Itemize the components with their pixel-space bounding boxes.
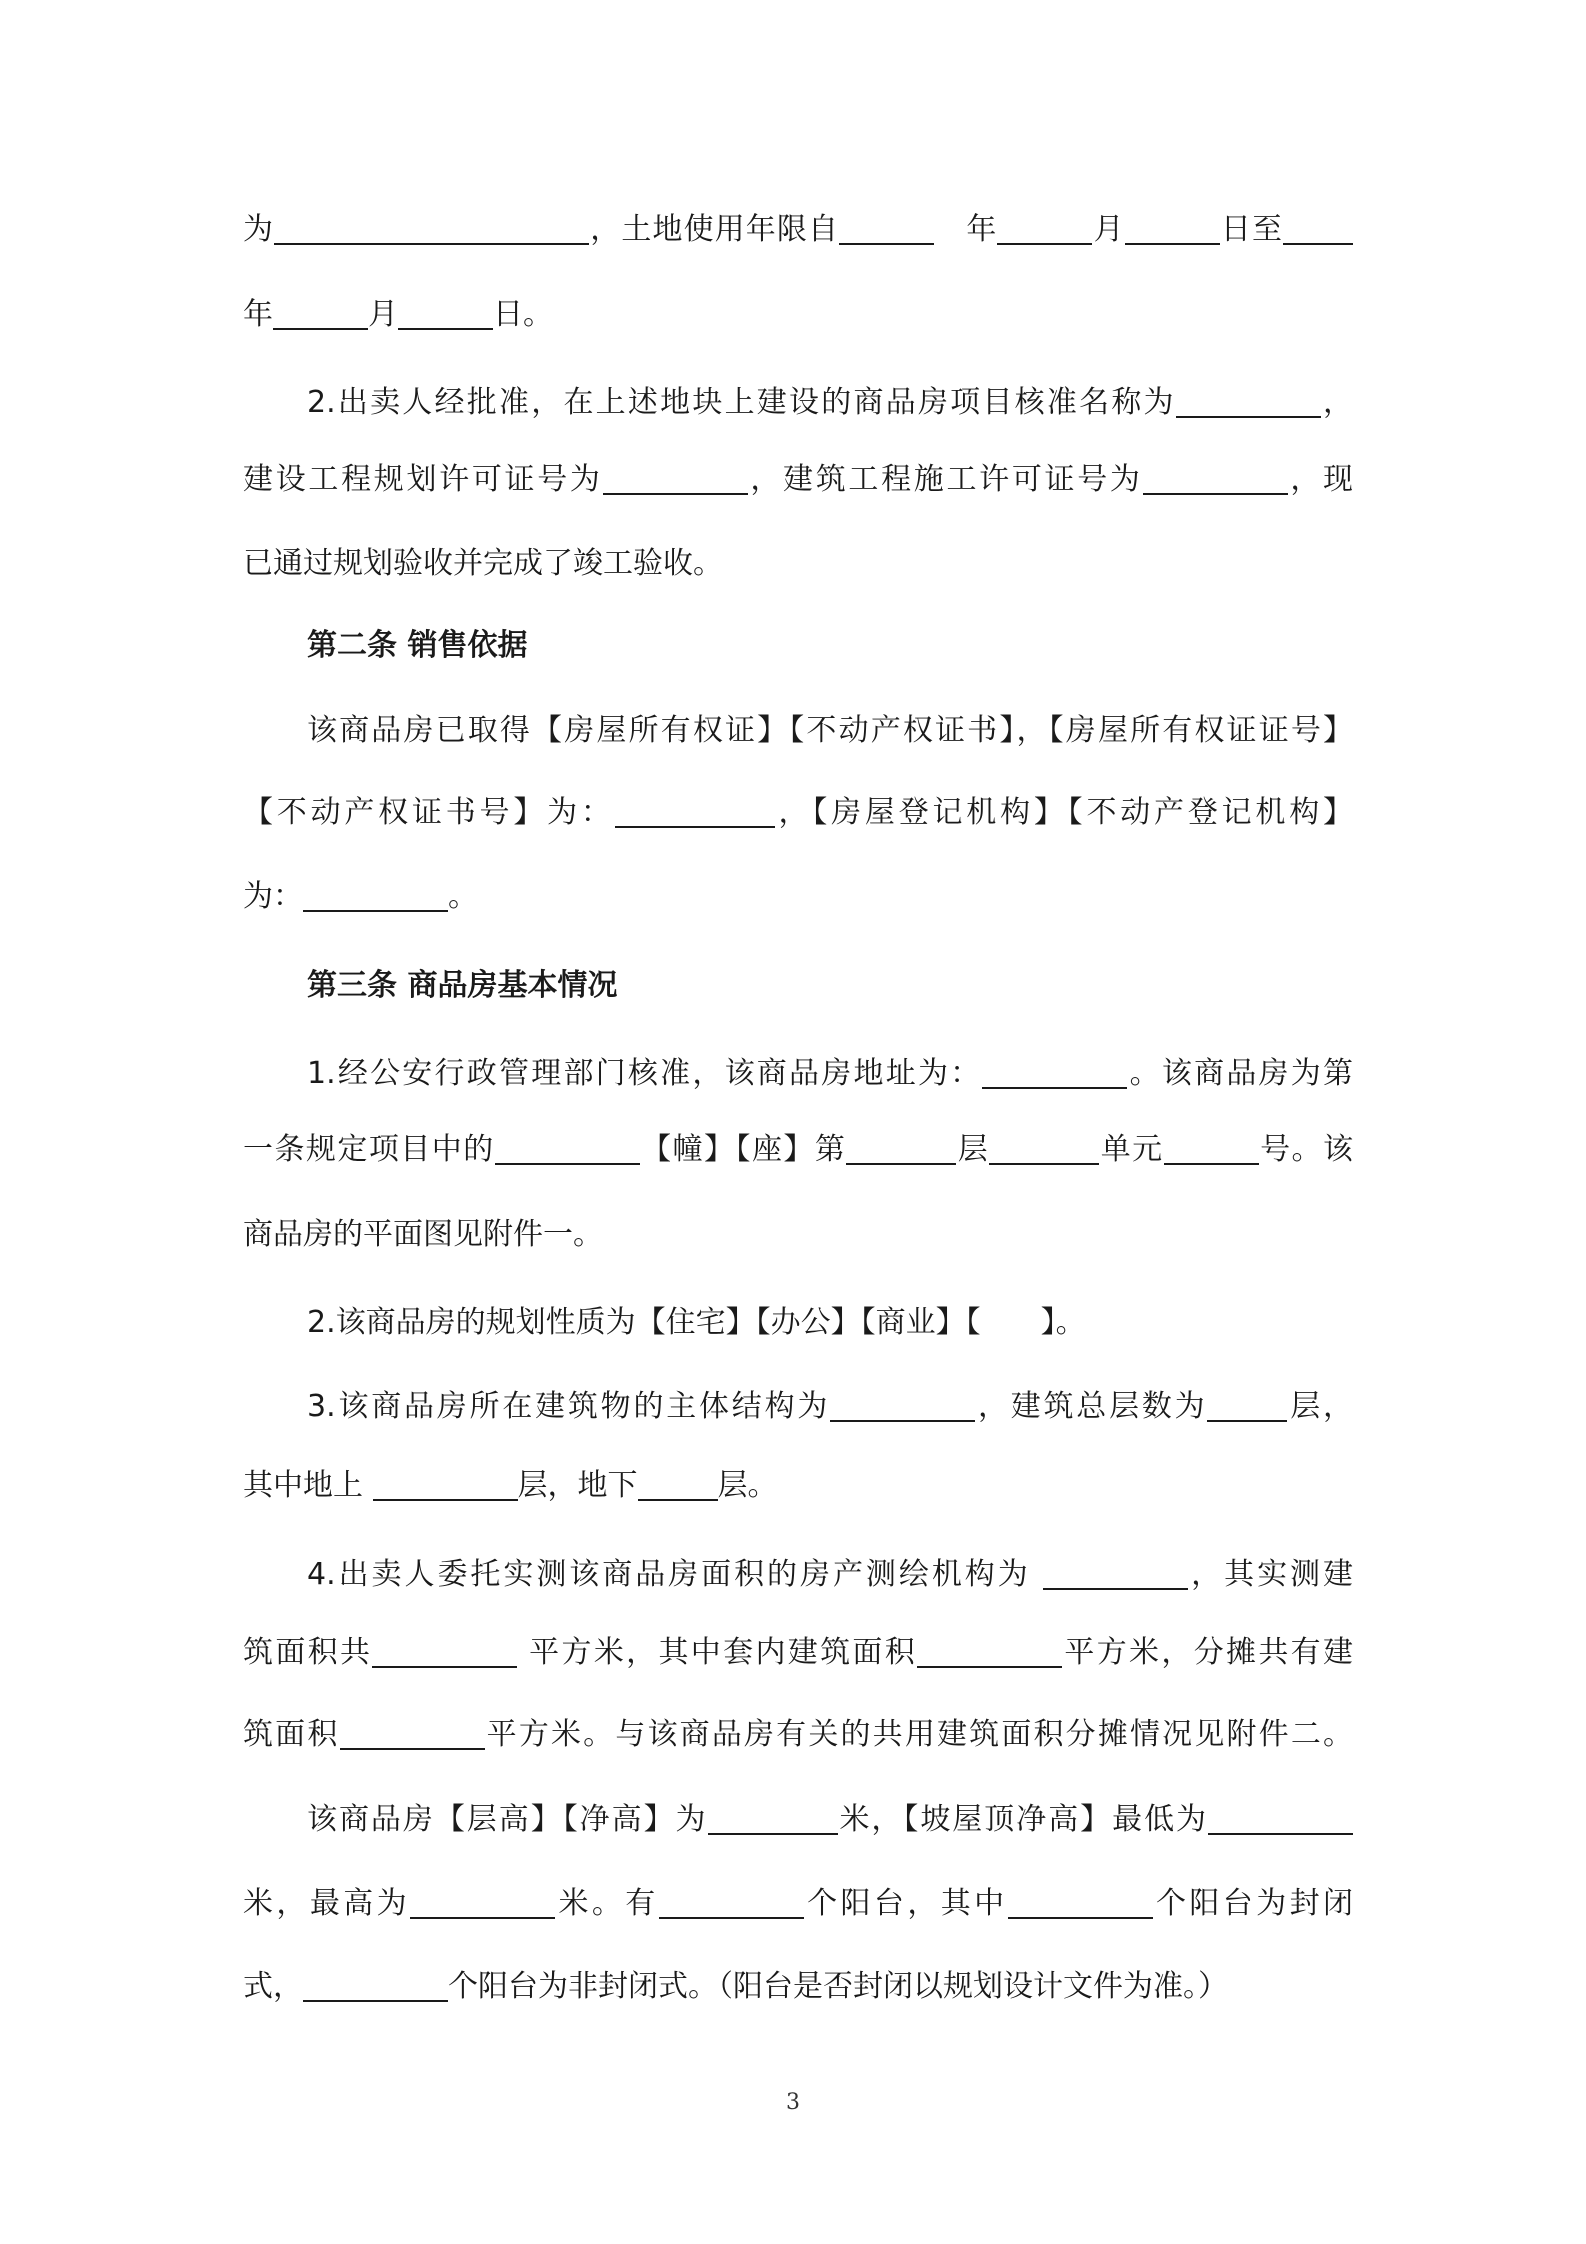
text-line-certificates: [307, 711, 1353, 751]
text-segment: ，: [1320, 385, 1354, 420]
fill-blank: [410, 1887, 555, 1919]
text-segment: 2.该商品房的规划性质为【住宅】【办公】【商业】【 】。: [307, 1305, 1086, 1340]
fill-blank: [340, 1718, 485, 1750]
fill-blank: [830, 1390, 975, 1422]
text-line-ceiling-height: [307, 1800, 1353, 1840]
text-segment: 1.经公安行政管理部门核准，该商品房地址为：: [307, 1056, 983, 1091]
fill-blank: [495, 1133, 640, 1165]
fill-blank: [846, 1133, 956, 1165]
fill-blank: [989, 1133, 1099, 1165]
text-segment: 日。: [493, 297, 553, 332]
text-segment: 筑面积共: [243, 1635, 373, 1670]
text-line-shared-area: [243, 1715, 1353, 1755]
text-segment: 2.出卖人经批准，在上述地块上建设的商品房项目核准名称为: [307, 385, 1176, 420]
fill-blank: [659, 1887, 804, 1919]
heading-text: 第三条 商品房基本情况: [307, 968, 618, 1003]
fill-blank: [1043, 1558, 1188, 1590]
text-segment: ，【房屋登记机构】【不动产登记机构】: [774, 795, 1354, 830]
heading-text: 第二条 销售依据: [307, 628, 528, 663]
fill-blank: [303, 1970, 448, 2002]
text-line-project-name: [307, 383, 1353, 423]
text-segment: 该商品房已取得【房屋所有权证】【不动产权证书】，【房屋所有权证证号】: [307, 713, 1353, 748]
text-segment: 该商品房【层高】【净高】为: [307, 1802, 708, 1837]
text-segment: 建设工程规划许可证号为: [243, 462, 603, 497]
text-segment: ，现: [1287, 462, 1354, 497]
text-segment: 平方米，其中套内建筑面积: [517, 1635, 918, 1670]
section-heading-basic-info: [307, 966, 1353, 1006]
text-segment: 其中地上: [243, 1468, 373, 1503]
section-heading-sales-basis: [307, 626, 1353, 666]
text-segment: ，建筑总层数为: [975, 1389, 1208, 1424]
fill-blank: [917, 1636, 1062, 1668]
fill-blank: [398, 298, 493, 330]
text-segment: 4.出卖人委托实测该商品房面积的房产测绘机构为: [307, 1557, 1044, 1592]
fill-blank: [708, 1803, 838, 1835]
text-segment: 平方米，分摊共有建: [1062, 1635, 1354, 1670]
text-segment: 层: [956, 1132, 990, 1167]
text-line-permit-numbers: [243, 460, 1353, 500]
text-segment: 。该商品房为第: [1127, 1056, 1353, 1091]
fill-blank: [303, 880, 448, 912]
text-line-balconies: [243, 1884, 1353, 1924]
text-segment: 筑面积: [243, 1717, 340, 1752]
fill-blank: [839, 213, 934, 245]
text-line-unit-location: [243, 1130, 1353, 1170]
text-segment: 3.该商品房所在建筑物的主体结构为: [307, 1389, 831, 1424]
fill-blank: [373, 1469, 518, 1501]
fill-blank: [1164, 1133, 1259, 1165]
fill-blank: [1176, 386, 1321, 418]
text-segment: 为: [243, 212, 275, 247]
text-segment: 层，地下: [517, 1468, 638, 1503]
text-segment: 层。: [717, 1468, 778, 1503]
text-segment: 个阳台为封闭: [1152, 1886, 1354, 1921]
fill-blank: [273, 298, 368, 330]
text-segment: 米，最高为: [243, 1886, 411, 1921]
fill-blank: [603, 463, 748, 495]
text-segment: 单元: [1099, 1132, 1164, 1167]
text-line-floor-plan: [243, 1215, 1353, 1255]
text-line-floor-area: [243, 1633, 1353, 1673]
text-line-certificate-number: [243, 793, 1353, 833]
text-segment: 商品房的平面图见附件一。: [243, 1217, 603, 1252]
fill-blank: [615, 796, 775, 828]
text-segment: 月: [368, 297, 398, 332]
text-segment: 已通过规划验收并完成了竣工验收。: [243, 546, 723, 581]
text-segment: 个阳台，其中: [803, 1886, 1008, 1921]
fill-blank: [274, 213, 589, 245]
fill-blank: [1143, 463, 1288, 495]
text-segment: 【幢】【座】第: [639, 1132, 847, 1167]
text-segment: 个阳台为非封闭式。（阳台是否封闭以规划设计文件为准。）: [448, 1969, 1228, 2004]
text-segment: ，土地使用年限自: [589, 212, 840, 247]
text-segment: 层，: [1287, 1389, 1354, 1424]
text-line-planning-nature: [307, 1303, 1353, 1343]
text-segment: ，其实测建: [1188, 1557, 1353, 1592]
text-line-floors: [243, 1466, 1353, 1506]
text-segment: 米，【坡屋顶净高】最低为: [837, 1802, 1208, 1837]
text-segment: 日至: [1219, 212, 1284, 247]
fill-blank: [997, 213, 1092, 245]
fill-blank: [372, 1636, 517, 1668]
text-line-surveying-agency: [307, 1555, 1353, 1595]
text-line-land-term: [243, 210, 1353, 250]
text-segment: ，建筑工程施工许可证号为: [747, 462, 1143, 497]
text-line-registration-agency: [243, 877, 1353, 917]
text-line-address: [307, 1054, 1353, 1094]
text-segment: 年: [243, 297, 273, 332]
text-segment: 式，: [243, 1969, 303, 2004]
text-segment: 为：: [243, 879, 303, 914]
fill-blank: [982, 1057, 1127, 1089]
fill-blank: [638, 1469, 718, 1501]
text-segment: 一条规定项目中的: [243, 1132, 495, 1167]
fill-blank: [1207, 1390, 1287, 1422]
fill-blank: [1125, 213, 1220, 245]
text-segment: 月: [1092, 212, 1125, 247]
fill-blank: [1283, 213, 1353, 245]
text-line-acceptance: [243, 544, 1353, 584]
fill-blank: [1208, 1803, 1353, 1835]
text-line-structure: [307, 1387, 1353, 1427]
text-segment: 米。有: [555, 1886, 659, 1921]
fill-blank: [1008, 1887, 1153, 1919]
page-number: 3: [786, 2090, 800, 2115]
text-segment: 号。该: [1258, 1132, 1354, 1167]
text-segment: 年: [966, 212, 998, 247]
text-segment: 。: [448, 879, 478, 914]
text-segment: 平方米。与该商品房有关的共用建筑面积分摊情况见附件二。: [484, 1717, 1353, 1752]
text-line-open-balconies: [243, 1967, 1353, 2007]
text-line-land-term-end: [243, 295, 1353, 335]
text-segment: 【不动产权证书号】为：: [243, 795, 615, 830]
